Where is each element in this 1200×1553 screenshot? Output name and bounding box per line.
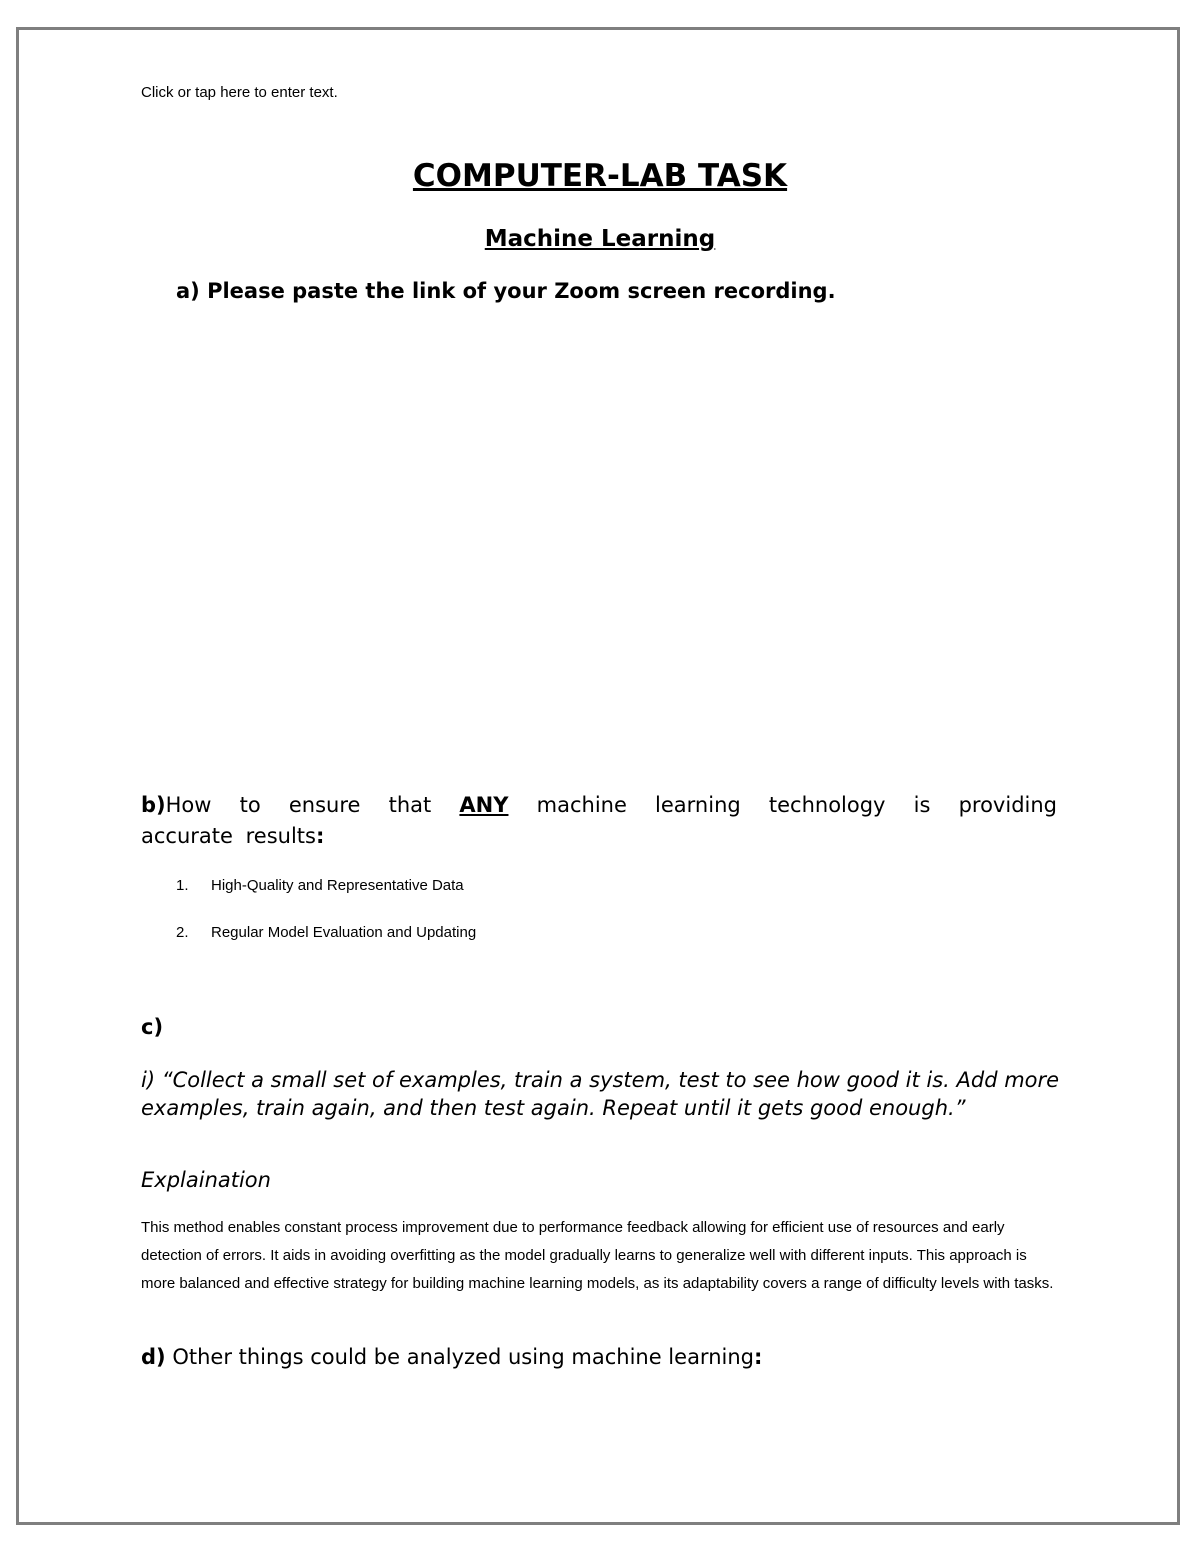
question-d-text: Other things could be analyzed using machine learning (172, 1345, 754, 1369)
question-c-label: c) (141, 1015, 164, 1039)
question-b-emphasis: ANY (459, 793, 509, 817)
list-item-text: Regular Model Evaluation and Updating (211, 924, 477, 941)
question-b-line-1 (141, 790, 1057, 821)
list-item (176, 922, 476, 969)
question-b (141, 790, 1057, 852)
question-b-colon: : (315, 824, 325, 848)
answer-list-b (176, 875, 476, 969)
list-item (176, 875, 476, 922)
placeholder-text-field[interactable]: Click or tap here to enter text. (141, 84, 338, 101)
question-d (141, 1345, 762, 1369)
explanation-body: This method enables constant process improvement due to performance feedback allowing for efficient use of resources and early detection of errors. It aids in avoiding overfitting as the model gradually learns to generalize well with different inputs. This approach is more balanced and effective strategy for building machine learning models, as its adaptability covers a range of difficulty levels with tasks. (141, 1219, 1054, 1292)
question-a: a) Please paste the link of your Zoom screen recording. (176, 279, 836, 303)
explanation-heading: Explaination (141, 1168, 271, 1192)
list-item-number: 1. (176, 877, 189, 894)
list-item-number: 2. (176, 924, 189, 941)
question-b-label: b) (141, 793, 166, 817)
question-b-text-before: How to ensure that (165, 793, 432, 817)
question-b-line-2: accurate results (141, 824, 316, 848)
question-b-text-after: machine learning technology is providing (536, 793, 1058, 817)
question-d-colon: : (753, 1345, 763, 1369)
document-title: COMPUTER-LAB TASK (412, 158, 788, 194)
question-c-quote: i) “Collect a small set of examples, train a system, test to see how good it is. Add more examples, train again, and then test again. Repeat until it gets good enough.” (141, 1068, 1060, 1120)
question-d-label: d) (141, 1345, 166, 1369)
document-subtitle: Machine Learning (484, 226, 716, 252)
list-item-text: High-Quality and Representative Data (211, 877, 464, 894)
